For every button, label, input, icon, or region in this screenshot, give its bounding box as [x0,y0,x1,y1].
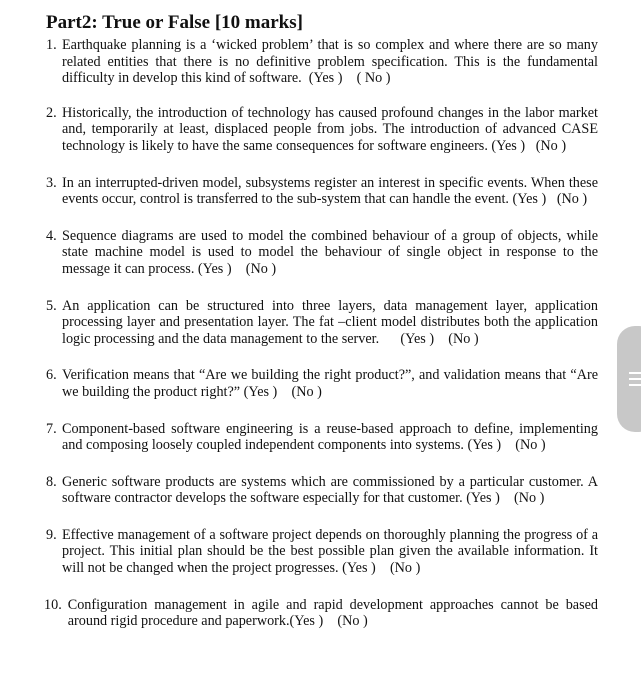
option-no: (No ) [448,330,479,347]
question-text: In an interrupted-driven model, subsystems register an interest in specific events. When these events occur, control is transferred to the sub-system that can handle the event. [62,174,598,208]
question-number: 8. [46,473,57,490]
option-no: (No ) [556,191,588,208]
option-yes: (Yes ) [467,437,502,454]
option-yes: (Yes ) [491,137,526,154]
option-no: (No ) [514,490,545,507]
side-drawer-handle[interactable] [617,326,641,432]
question-5 [46,298,598,348]
question-2 [46,105,598,155]
grip-icon [629,372,641,386]
option-no: (No ) [389,560,421,577]
question-text: Verification means that “Are we building the right product?”, and validation means that “Are we building the product right?” [62,367,598,400]
question-text: Generic software products are systems which are commissioned by a particular customer. A software contractor develops the software especially for that customer. [62,473,598,507]
option-yes: (Yes ) [466,490,500,507]
question-number: 6. [46,367,57,384]
question-number: 1. [46,37,57,53]
question-text: Historically, the introduction of technology has caused profound changes in the labor market and, temporarily at least, displaced people from jobs. The introduction of advanced CASE technology is likely to have the same consequences for software engineers. [62,104,598,154]
question-8 [46,474,598,507]
option-no: (No ) [337,613,368,630]
question-number: 3. [46,174,57,191]
question-4 [46,228,598,278]
question-number: 5. [46,297,57,314]
option-no: (No ) [535,137,567,154]
question-7 [46,421,598,454]
option-no: (No ) [245,260,277,277]
option-yes: (Yes ) [400,330,435,347]
option-no: ( No ) [356,70,391,87]
option-no: (No ) [291,383,322,400]
question-number: 9. [46,526,57,543]
section-title: Part2: True or False [10 marks] [46,12,303,33]
document-page [46,12,598,630]
question-text: Component-based software engineering is a reuse-based approach to define, implementing and composing loosely coupled independent components into systems. [62,420,598,454]
question-9 [46,527,598,577]
option-yes: (Yes ) [342,560,376,577]
question-number: 10. [44,596,62,613]
option-yes: (Yes ) [308,70,343,87]
question-10 [46,597,598,630]
question-number: 2. [46,104,57,121]
question-text: Effective management of a software project depends on thoroughly planning the progress of a project. This initial plan should be the best possible plan given the available information. It will not be changed when the project progresses. [62,526,598,577]
question-3 [46,175,598,208]
question-text: Configuration management in agile and rapid development approaches cannot be based around rigid procedure and paperwork. [67,596,598,630]
question-text: Earthquake planning is a ‘wicked problem’ that is so complex and where there are so many related entities that there is no definitive problem specification. This is the fundamental difficulty in develop this kind of software. [62,37,598,87]
option-yes: (Yes ) [289,613,324,630]
question-number: 4. [46,227,57,244]
question-6 [46,367,598,400]
option-no: (No ) [515,437,546,454]
option-yes: (Yes ) [512,191,547,208]
option-yes: (Yes ) [243,383,278,400]
question-1 [46,37,598,87]
question-text: An application can be structured into three layers, data management layer, application processing layer and presentation layer. The fat –client model distributes both the application logic processing and the data management to the server. [62,297,598,347]
question-number: 7. [46,420,57,437]
option-yes: (Yes ) [197,260,232,277]
question-text: Sequence diagrams are used to model the combined behaviour of a group of objects, while state machine model is used to model the behaviour of single object in response to the message it can process. [62,227,598,277]
